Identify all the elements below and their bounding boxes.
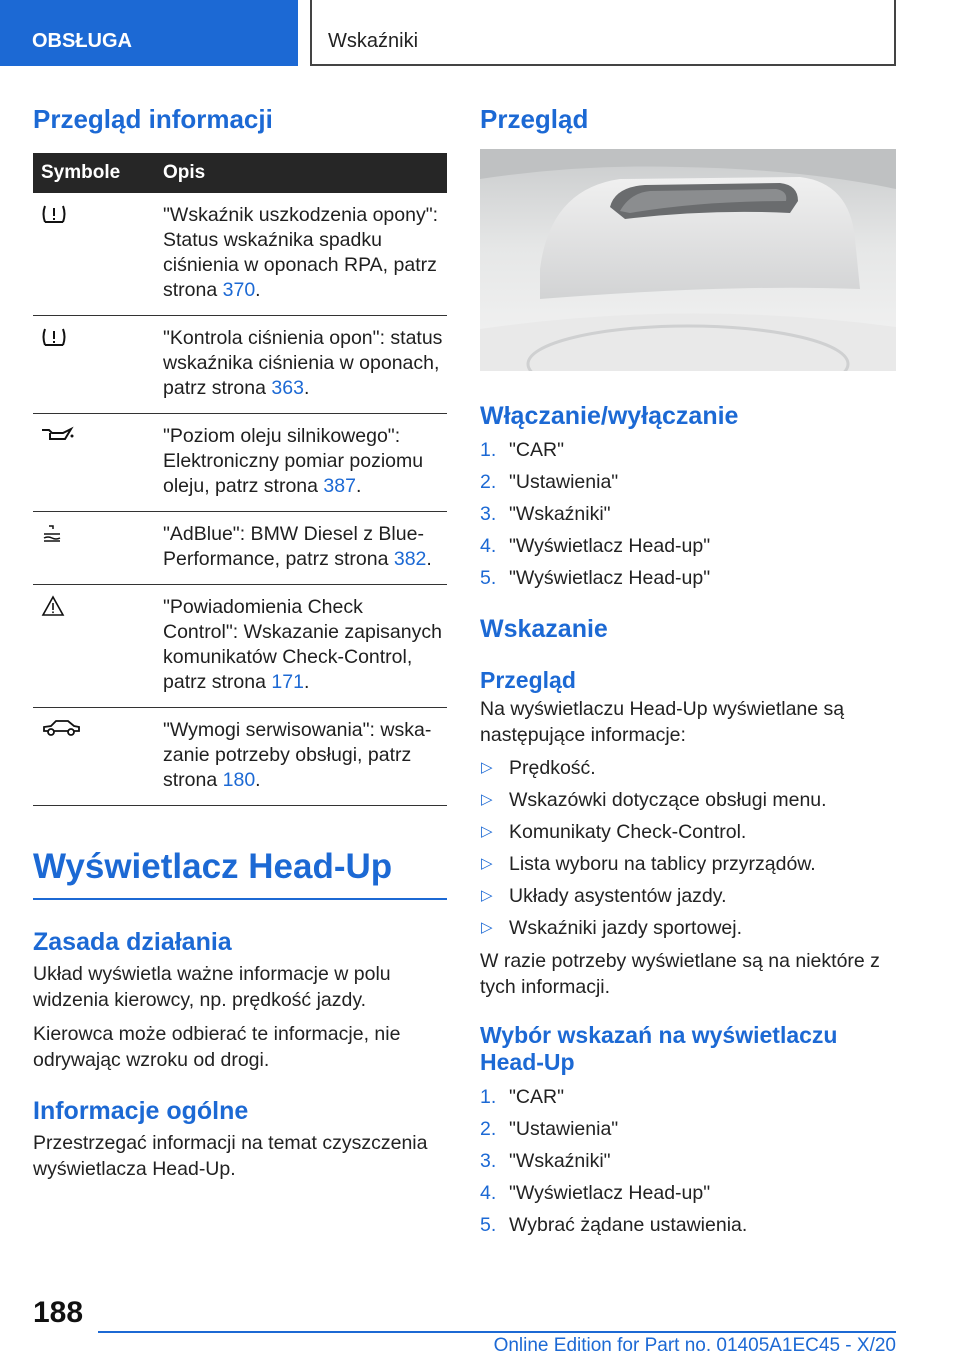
table-row: "AdBlue": BMW Diesel z BluePerformance, patrz strona 382.	[33, 512, 447, 585]
list-item: 3. "Wskaźniki"	[480, 503, 611, 525]
tire-pressure-warning-icon	[41, 203, 67, 225]
list-item: 5. "Wyświetlacz Head-up"	[480, 567, 711, 589]
display-intro: Na wyświetlaczu Head-Up wyświetlane są następujące informacje:	[480, 698, 845, 746]
symbols-table	[33, 153, 447, 806]
table-row: "Powiadomienia Check Control": Wskazanie zapisanych komunikatów Check-Control, patrz strona 171.	[33, 585, 447, 708]
table-row: "Kontrola ciśnienia opon": status wskaźnika ciśnienia w oponach, patrz strona 363.	[33, 316, 447, 414]
list-item: ▷ Układy asystentów jazdy.	[481, 885, 727, 907]
page-link[interactable]: 363	[271, 377, 304, 399]
list-item: ▷ Wskazówki dotyczące obsługi menu.	[481, 789, 827, 811]
col-header-symbols: Symbole	[33, 153, 159, 193]
row-description: "Poziom oleju silnikowego": Elektroniczny pomiar poziomu oleju, patrz strona	[163, 425, 424, 497]
engine-oil-icon	[41, 424, 75, 444]
list-item: 4. "Wyświetlacz Head-up"	[480, 1182, 711, 1204]
list-item: ▷ Lista wyboru na tablicy przyrządów.	[481, 853, 816, 875]
right-column	[480, 66, 896, 1241]
general-info-paragraph: Przestrzegać informacji na temat czyszczenia wyświetlacza Head-Up.	[33, 1132, 428, 1180]
row-description: "AdBlue": BMW Diesel z BluePerformance, patrz strona	[163, 523, 424, 570]
page-link[interactable]: 171	[271, 671, 304, 693]
list-item: ▷ Komunikaty Check-Control.	[481, 821, 747, 843]
overview-heading: Przegląd	[480, 104, 589, 134]
display-heading: Wskazanie	[480, 615, 608, 643]
select-display-heading: Wybór wskazań na wyświetlaczu Head-Up	[480, 1022, 838, 1075]
footer-rule	[98, 1331, 896, 1333]
principle-heading: Zasada działania	[33, 928, 232, 956]
col-header-description: Opis	[159, 153, 447, 193]
service-car-icon	[41, 718, 81, 738]
overview-info-heading: Przegląd informacji	[33, 104, 273, 134]
adblue-icon	[41, 522, 63, 544]
page-number: 188	[33, 1296, 84, 1329]
table-row: "Wymogi serwisowania": wskazanie potrzeby obsługi, patrz strona 180.	[33, 708, 447, 806]
row-description: "Kontrola ciśnienia opon": status wskaźnika ciśnienia w oponach, patrz strona	[163, 327, 443, 399]
principle-paragraph-1: Układ wyświetla ważne informacje w polu widzenia kierowcy, np. prędkość jazdy.	[33, 963, 391, 1011]
list-item: 2. "Ustawienia"	[480, 471, 619, 493]
warning-triangle-icon	[41, 595, 65, 617]
display-overview-heading: Przegląd	[480, 667, 576, 693]
list-item: 4. "Wyświetlacz Head-up"	[480, 535, 711, 557]
select-steps	[480, 1081, 896, 1241]
breadcrumb: Wskaźniki	[310, 0, 896, 66]
general-info-heading: Informacje ogólne	[33, 1097, 249, 1125]
list-item: 5. Wybrać żądane ustawienia.	[480, 1214, 748, 1236]
list-item: ▷ Prędkość.	[481, 757, 596, 779]
display-note: W razie potrzeby wyświetlane są na niektóre z tych informacji.	[480, 950, 880, 998]
row-description: "Powiadomienia Check Control": Wskazanie zapisanych komunikatów Check-Control, patrz strona	[163, 596, 442, 693]
table-header-row	[33, 153, 447, 193]
hud-photo	[480, 149, 896, 371]
page-link[interactable]: 382	[393, 548, 427, 570]
on-off-steps	[480, 434, 896, 594]
heading-underline	[33, 898, 447, 900]
left-column	[33, 66, 447, 1182]
list-item: 3. "Wskaźniki"	[480, 1150, 611, 1172]
page-link[interactable]: 180	[222, 769, 256, 791]
tire-pressure-monitor-icon	[41, 326, 67, 348]
principle-paragraph-2: Kierowca może odbierać te informacje, nie odrywając wzroku od drogi.	[33, 1023, 401, 1071]
on-off-heading: Włączanie/wyłączanie	[480, 402, 739, 430]
list-item: 1. "CAR"	[480, 439, 565, 461]
page-link[interactable]: 387	[323, 475, 356, 497]
page-link[interactable]: 370	[222, 279, 256, 301]
table-row: "Wskaźnik uszkodzenia opony": Status wskaźnika spadku ciśnienia w oponach RPA, patrz strona 370.	[33, 193, 447, 316]
list-item: 2. "Ustawienia"	[480, 1118, 619, 1140]
list-item: 1. "CAR"	[480, 1086, 565, 1108]
display-items	[480, 752, 896, 944]
hud-heading: Wyświetlacz Head-Up	[33, 847, 393, 886]
edition-text: Online Edition for Part no. 01405A1EC45 - X/20	[493, 1335, 896, 1356]
page-header	[0, 0, 960, 66]
list-item: ▷ Wskaźniki jazdy sportowej.	[481, 917, 742, 939]
row-description: "Wskaźnik uszkodzenia opony": Status wskaźnika spadku ciśnienia w oponach RPA, patrz strona	[163, 204, 439, 301]
row-description: "Wymogi serwisowania": wskazanie potrzeby obsługi, patrz strona	[163, 719, 432, 791]
section-tab: OBSŁUGA	[0, 0, 298, 66]
table-row: "Poziom oleju silnikowego": Elektroniczny pomiar poziomu oleju, patrz strona 387.	[33, 414, 447, 512]
